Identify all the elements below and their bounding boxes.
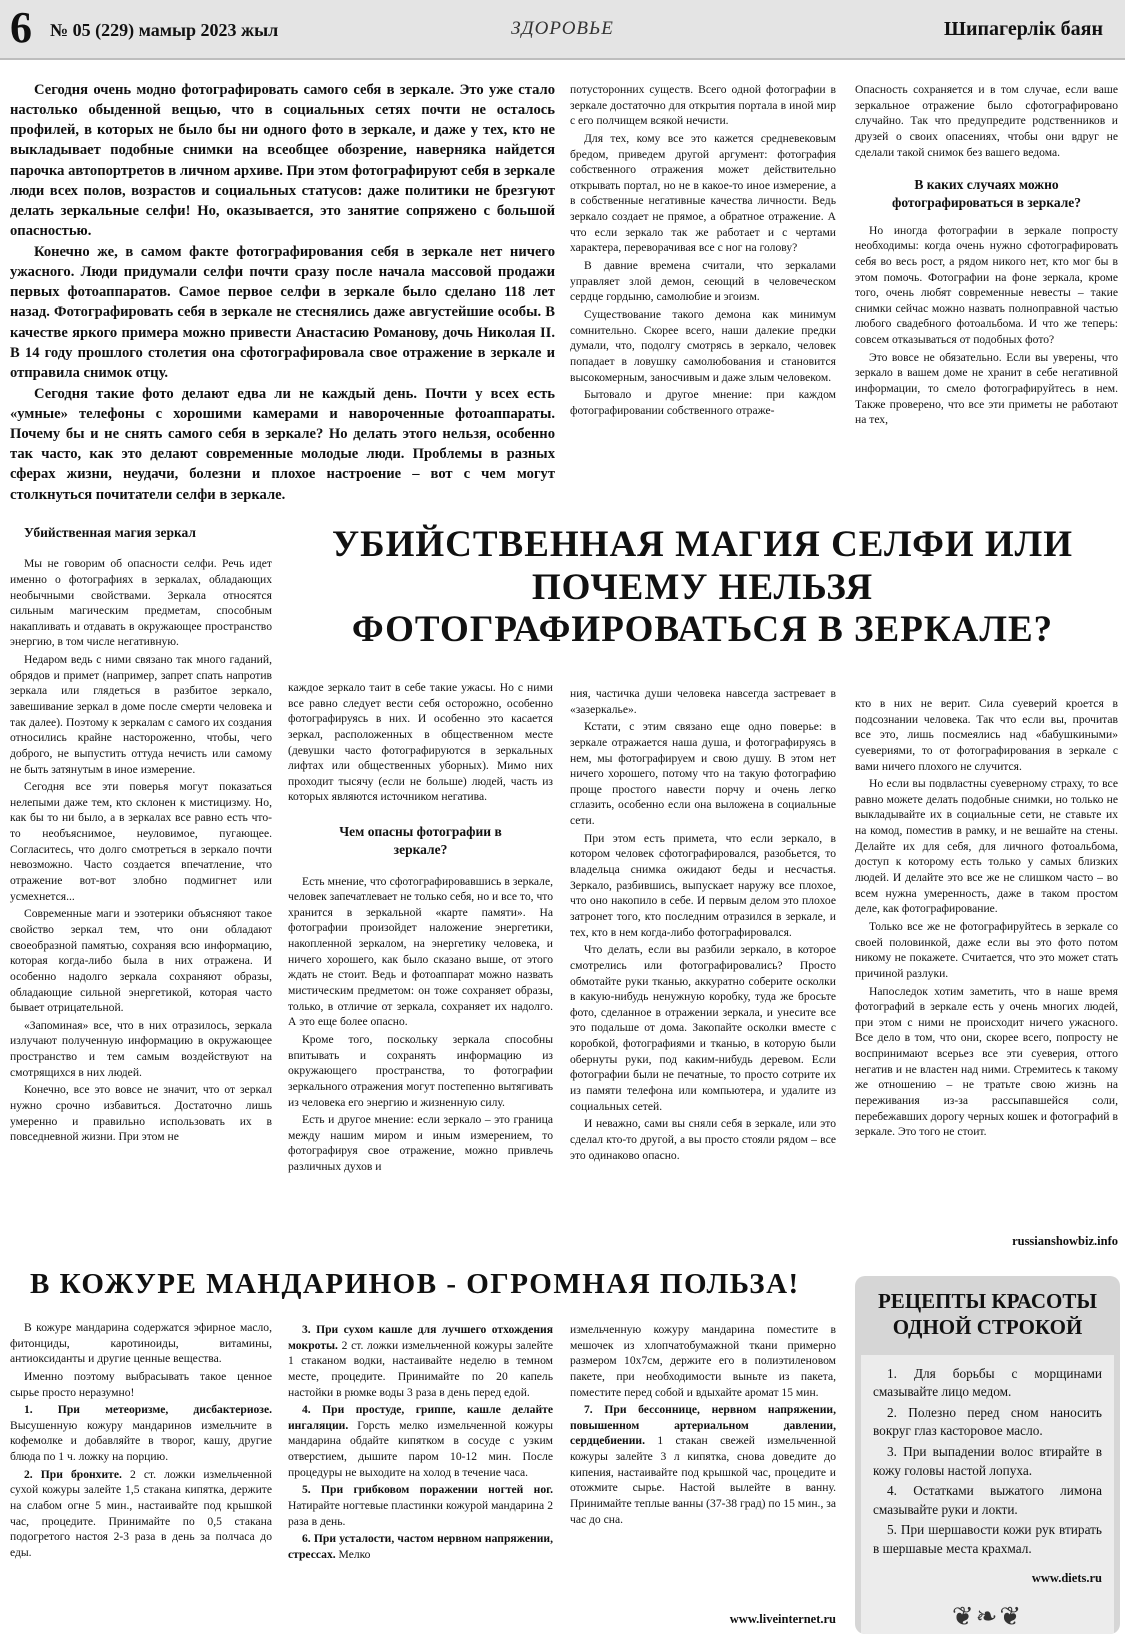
remedy-item (288, 1402, 553, 1480)
paragraph: Что делать, если вы разбили зеркало, в которое смотрелись или фотографировались? Просто обмотайте руки тканью, аккуратно соберите осколки в какую-нибудь ненужную коробку, туда же бросьте фото, сделанное в отражении зеркала, и унесите все это подальше от дома. Закопайте осколки вместе с коробкой, фотографиями и тканью, в которую были обернуты руки, под каким-нибудь деревом. Если фотографии были не печатные, то просто сотрите их из памяти телефона или компьютера, и удалите из социальных сетей. (570, 943, 836, 1113)
paragraph: Конечно, все это вовсе не значит, что от зеркал нужно срочно избавиться. Достаточно лишь умеренно и правильно использовать их в повседневной жизни. При этом не (10, 1083, 272, 1144)
remedy-text: 2 ст. ложки измельченной сухой кожуры залейте 1,5 стакана кипятка, держите на слабом огне 5 мин., настаивайте под крышкой час, процедите. Принимайте по 0,5 стакана подогретого настоя 2-3 раза в день за полчаса до еды. (10, 1467, 272, 1559)
article2-column-3 (570, 1322, 836, 1602)
remedy-heading: 2. При бронхите. (24, 1467, 122, 1481)
paragraph: При этом есть примета, что если зеркало, в котором человек сфотографировался, разобьется, то владельца снимка ожидают беды и несчастья. Зеркало, разбившись, выпускает наружу все плохое, что оно накопило в себе. И первым делом это плохое затронет того, кто последним отразился в зеркале, и тех, кто в нем когда-либо фотографировался. (570, 831, 836, 939)
article-column-3-top (570, 82, 836, 520)
paragraph: И неважно, сами вы сняли себя в зеркале, или это сделал кто-то другой, а вы просто стояли рядом – все это одинаково опасно. (570, 1117, 836, 1162)
paragraph: Напоследок хотим заметить, что в наше время фотографий в зеркале есть у очень многих людей, при этом с ними не происходит ничего ужасного. Все дело в том, что они, скорее всего, попросту не воспринимают всерьез все эти суеверия, оттого негатив и не властен над ними. Стремитесь к такому же отношению – не тратьте свою жизнь на переживания из-за рассыпавшейся соли, перебежавших дорогу черных кошек и фотографий в зеркале. Это того не стоит. (855, 984, 1118, 1139)
remedy-heading: 4. При простуде, гриппе, кашле делайте ингаляции. (288, 1403, 553, 1432)
recipe-item: 1. Для борьбы с морщинами смазывайте лицо медом. (873, 1365, 1102, 1400)
paragraph: В давние времена считали, что зеркалами управляет злой демон, сеющий в человеческом сердце гордыню, самолюбие и эгоизм. (570, 259, 836, 304)
lead-paragraph: Конечно же, в самом факте фотографирования себя в зеркале нет ничего ужасного. Люди придумали селфи почти сразу после начала массовой продажи первых фотоаппаратов. Самое первое селфи в зеркале было сделано 118 лет назад. Фотографировать себя в зеркале не стеснялись даже августейшие особы. В качестве яркого примера можно привести Анастасию Романову, дочь Николая II. В 14 году прошлого столетия она сфотографировала свое отражение в зеркале и отправила снимок отцу. (10, 244, 555, 381)
ornament-icon: ❦❧❦ (951, 1601, 1024, 1631)
paragraph: измельченную кожуру мандарина поместите в мешочек из хлопчатобумажной ткани примерно размером 10х7см, держите его в полиэтиленовом пакете, при необходимости выньте из пакета, поместите перед собой и вдыхайте аромат 15 мин. (570, 1323, 836, 1399)
remedy-text: Натирайте ногтевые пластинки кожурой мандарина 2 раза в день. (288, 1499, 553, 1528)
recipe-item: 3. При выпадении волос втирайте в кожу головы настой лопуха. (873, 1443, 1102, 1478)
page-number: 6 (10, 3, 32, 52)
article-column-2 (288, 680, 553, 1252)
article-column-1 (10, 520, 272, 1250)
paragraph: Но иногда фотографии в зеркале попросту необходимы: когда очень нужно сфотографировать себя во весь рост, а рядом никого нет, кто мог бы в этом помочь. Фотографии на фоне зеркала, кроме того, очень любят современные невесты – такие снимки сейчас можно назвать полноправной частью любого свадебного фотоальбома. И что же теперь: совсем отказываться от подобных фото? (855, 223, 1118, 347)
lead-paragraph: Сегодня очень модно фотографировать самого себя в зеркале. Это уже стало настолько обыденной вещью, что в социальных сетях почти не осталось профилей, в которых не было бы ни одного фото в зеркале, и даже у тех, кто не выкладывает подобные снимки на всеобщее обозрение, наверняка найдется парочка автопортретов в личном архиве. При этом фотографируют себя в зеркале люди всех полов, возрастов и социальных статусов: даже политики не брезгуют делать зеркальные селфи! Но, оказывается, это занятие сопряжено с большой опасностью. (10, 82, 555, 239)
lead-paragraph: Сегодня такие фото делают едва ли не каждый день. Почти у всех есть «умные» телефоны с хорошими камерами и навороченные фотоаппараты. Почему бы и не снять самого себя в зеркале? Но делать этого нельзя, особенно так часто, как это делают современные молодые люди. Проблемы в разных сферах жизни, неудачи, болезни и плохое настроение – вот с чем могут столкнуться почитатели селфи в зеркале. (10, 385, 555, 503)
remedy-text: Мелко (335, 1547, 371, 1561)
paragraph: Только все же не фотографируйтесь в зеркале со своей половинкой, даже если вы это фото потом никому не покажете. Считается, что это может стать причиной разлуки. (855, 919, 1118, 980)
paragraph: Сегодня все эти поверья могут показаться нелепыми даже тем, кто склонен к мистицизму. Но, как бы то ни было, а в зеркалах все равно есть что-то необъяснимое, неуловимое, пугающее. Согласитесь, что долго смотреться в зеркало почти невозможно. Часто создается впечатление, что отражение вот-вот злобно подмигнет или усмехнется... (10, 780, 272, 903)
recipes-list (861, 1355, 1114, 1635)
article-source: russianshowbiz.info (1012, 1234, 1118, 1248)
remedy-item (10, 1467, 272, 1561)
paragraph: В кожуре мандарина содержатся эфирное масло, фитонциды, каротиноиды, витамины, антиоксиданты и другие ценные вещества. (10, 1321, 272, 1366)
paragraph: Это вовсе не обязательно. Если вы уверены, что зеркало в вашем доме не хранит в себе негативной информации, то смело фотографируйтесь в нем. Также проверено, что все эти приметы не работают на тех, (855, 350, 1118, 427)
recipes-source: www.diets.ru (1031, 1570, 1102, 1585)
remedy-item (10, 1402, 272, 1465)
remedy-text: Высушенную кожуру мандаринов измельчите в кофемолке и добавляйте в творог, кашу, другие блюда по 1 ч. ложку на порцию. (10, 1418, 272, 1464)
paragraph: каждое зеркало таит в себе такие ужасы. Но с ними все равно следует вести себя осторожно, особенно фотографируясь в них. И особенно это касается зеркал, расположенных в общественном месте (девушки часто фотографируются в зеркальных лифтах или общественных уборных). Мимо них проходит тысячу (если не больше) людей, часть из которых являются источником негатива. (288, 681, 553, 804)
recipe-item: 2. Полезно перед сном наносить вокруг глаз касторовое масло. (873, 1404, 1102, 1439)
remedy-item (288, 1531, 553, 1562)
issue-info: № 05 (229) мамыр 2023 жыл (50, 20, 279, 40)
recipe-item: 5. При шершавости кожи рук втирать в шершавые места крахмал. (873, 1522, 1102, 1556)
paragraph: Недаром ведь с ними связано так много гаданий, обрядов и примет (например, запрет спать напротив зеркала или глядеться в разбитое зеркало, завешивание зеркал в доме после смерти человека и так далее). Поэтому к зеркалам с самого их создания относились крайне настороженно, чтобы, чего доброго, не выпустить оттуда нечисть или самому не быть затянутым в иное измерение. (10, 653, 272, 776)
subheading: Чем опасны фотографии в зеркале? (339, 824, 502, 858)
paragraph: Именно поэтому выбрасывать такое ценное сырье просто неразумно! (10, 1369, 272, 1399)
remedy-text: Горсть мелко измельченной кожуры мандарина обдайте кипятком в сосуде с узким отверстием, дышите паром 10-12 мин. После процедуры не выходите на холод в течение часа. (288, 1418, 553, 1479)
article2-column-2 (288, 1322, 553, 1634)
article2-column-1 (10, 1320, 272, 1634)
article2-source: www.liveinternet.ru (729, 1612, 836, 1626)
section-title: ЗДОРОВЬЕ (511, 18, 614, 39)
paragraph: потусторонних существ. Всего одной фотографии в зеркале достаточно для открытия портала в иной мир с его полчищем всякой нечисти. (570, 83, 836, 128)
recipes-title: РЕЦЕПТЫ КРАСОТЫ ОДНОЙ СТРОКОЙ (877, 1289, 1097, 1340)
paragraph: Для тех, кому все это кажется средневековым бредом, приведем другой аргумент: фотография собственного отражения может действительно открывать портал, но не в какое-то иное измерение, а в собственные негативные качества личности. Ведь зеркало создает не прямое, а обратное отражение. А что если зеркало так же работает и с чертами характера, переворачивая все с ног на голову? (570, 131, 836, 255)
paragraph: Существование такого демона как минимум сомнительно. Скорее всего, наши далекие предки думали, что, подолгу смотрясь в зеркало, человек попадает в ловушку самолюбования и становится высокомерным, заносчивым и даже злым человеком. (570, 307, 836, 384)
subheading: В каких случаях можно фотографироваться в зеркале? (891, 177, 1082, 211)
remedy-text: 1 стакан свежей измельченной кожуры залейте 3 л кипятка, снова доведите до кипения, настаивайте под крышкой час, процедите и отожмите сырье. Настой вылейте в ванну. Принимайте теплые ванны (37-38 град) по 15 мин., за час до сна. (570, 1434, 836, 1526)
paragraph: Есть мнение, что сфотографировавшись в зеркале, человек запечатлевает не только себя, но и все то, что хранится в зеркальной «карте памяти». На фотографии произойдет наложение энергетики, накопленной зеркалом, на энергетику человека, и ничего хорошего, как было сказано выше, от этого ждать не стоит. Ведь и фотоаппарат можно назвать мистическим предметом: он тоже сохраняет образы, только, в отличие от зеркала, сохраняет их надолго. А это еще более опасно. (288, 874, 553, 1029)
remedy-heading: 3. При сухом кашле для лучшего отхождения мокроты. (288, 1323, 553, 1352)
remedy-heading: 1. При метеоризме, дисбактериозе. (24, 1403, 272, 1417)
remedy-heading: 7. При бессоннице, нервном напряжении, повышенном артериальном давлении, сердцебиении. (570, 1403, 836, 1448)
article-lead (10, 80, 555, 508)
article-column-4-bottom (855, 696, 1118, 1216)
article-column-3-bottom (570, 686, 836, 1252)
article-column-4-top (855, 82, 1118, 520)
paragraph: Современные маги и эзотерики объясняют такое свойство зеркал тем, что они обладают своеобразной памятью, сохраняя всю информацию, которая когда-либо была в них отражена. И особенно надолго зеркала сохраняют образы, обладающие сильной энергетикой, которая часто бывает отрицательной. (10, 907, 272, 1015)
remedy-heading: 5. При грибковом поражении ногтей ног. (302, 1483, 553, 1497)
recipes-box (855, 1276, 1120, 1634)
recipe-item: 4. Остатками выжатого лимона смазывайте руки и локти. (873, 1483, 1102, 1517)
remedy-text: 2 ст. ложки измельченной кожуры залейте 1 стаканом водки, настаивайте неделю в темном месте, процедите. Принимайте по 20 капель настойки в рюмке воды 3 раза в день перед едой. (288, 1338, 553, 1399)
paragraph: Опасность сохраняется и в том случае, если ваше зеркальное отражение было сфотографировано случайно. Так что предупредите родственников и друзей о своих опасениях, чтобы они вдруг не сделали такой снимок без вашего ведома. (855, 83, 1118, 159)
page-header (0, 0, 1125, 60)
article-title: УБИЙСТВЕННАЯ МАГИЯ СЕЛФИ ИЛИ ПОЧЕМУ НЕЛЬЗЯ ФОТОГРАФИРОВАТЬСЯ В ЗЕРКАЛЕ? (331, 524, 1074, 651)
paragraph: «Запоминая» все, что в них отразилось, зеркала излучают полученную информацию в окружающее пространство и тем самым воздействуют на смотрящихся в них людей. (10, 1018, 272, 1079)
paragraph: Но если вы подвластны суеверному страху, то все равно можете делать подобные снимки, но только не выкладывайте их в социальные сети, не ставьте их на комод, поместив в рамку, и не вешайте на стены. Делайте их для себя, для личного фотоальбома, доступ к которому есть только у самых близких людей. И делайте это все же не слишком часто – во всем нужна умеренность, даже в таком простом деле, как фотографирование. (855, 777, 1118, 916)
paragraph: Мы не говорим об опасности селфи. Речь идет именно о фотографиях в зеркалах, обладающих необычными свойствами. Зеркала относятся сильным магическим предметам, способным накапливать и отдавать в окружающее пространство энергию, в том числе негативную. (10, 557, 272, 649)
paragraph: ния, частичка души человека навсегда застревает в «зазеркалье». (570, 687, 836, 716)
paragraph: Кроме того, поскольку зеркала способны впитывать и сохранять информацию из окружающего пространства, то фотографии зеркального отражения могут постепенно вытягивать из человека его энергию и жизненную силу. (288, 1032, 553, 1109)
paragraph: Есть и другое мнение: если зеркало – это граница между нашим миром и иным измерением, то фотографируя свое отражение, можно привлечь различных духов и (288, 1113, 553, 1174)
paragraph: Бытовало и другое мнение: при каждом фотографировании собственного отраже- (570, 388, 836, 417)
remedy-item (288, 1322, 553, 1400)
paragraph: кто в них не верит. Сила суеверий кроется в подсознании человека. Так что если вы, прочитав все это, лишь посмеялись над «бабушкиными» суевериями, то от фотографирования в зеркале с вами ничего плохого не случится. (855, 697, 1118, 773)
remedy-heading: 6. При усталости, частом нервном напряжении, стрессах. (288, 1532, 553, 1561)
subheading: Убийственная магия зеркал (24, 525, 196, 540)
remedy-item (288, 1482, 553, 1529)
article2-title: В КОЖУРЕ МАНДАРИНОВ - ОГРОМНАЯ ПОЛЬЗА! (30, 1268, 800, 1300)
rubric-title: Шипагерлік баян (944, 18, 1103, 40)
paragraph: Кстати, с этим связано еще одно поверье: в зеркале отражается наша душа, и фотографируясь в нем, мы фотографируем и свою душу. В этом нет ничего хорошего, потому что на такую фотографию проще простого навести порчу и очень легко сглазить, особенно если она выложена в социальные сети. (570, 720, 836, 828)
remedy-item (570, 1402, 836, 1527)
